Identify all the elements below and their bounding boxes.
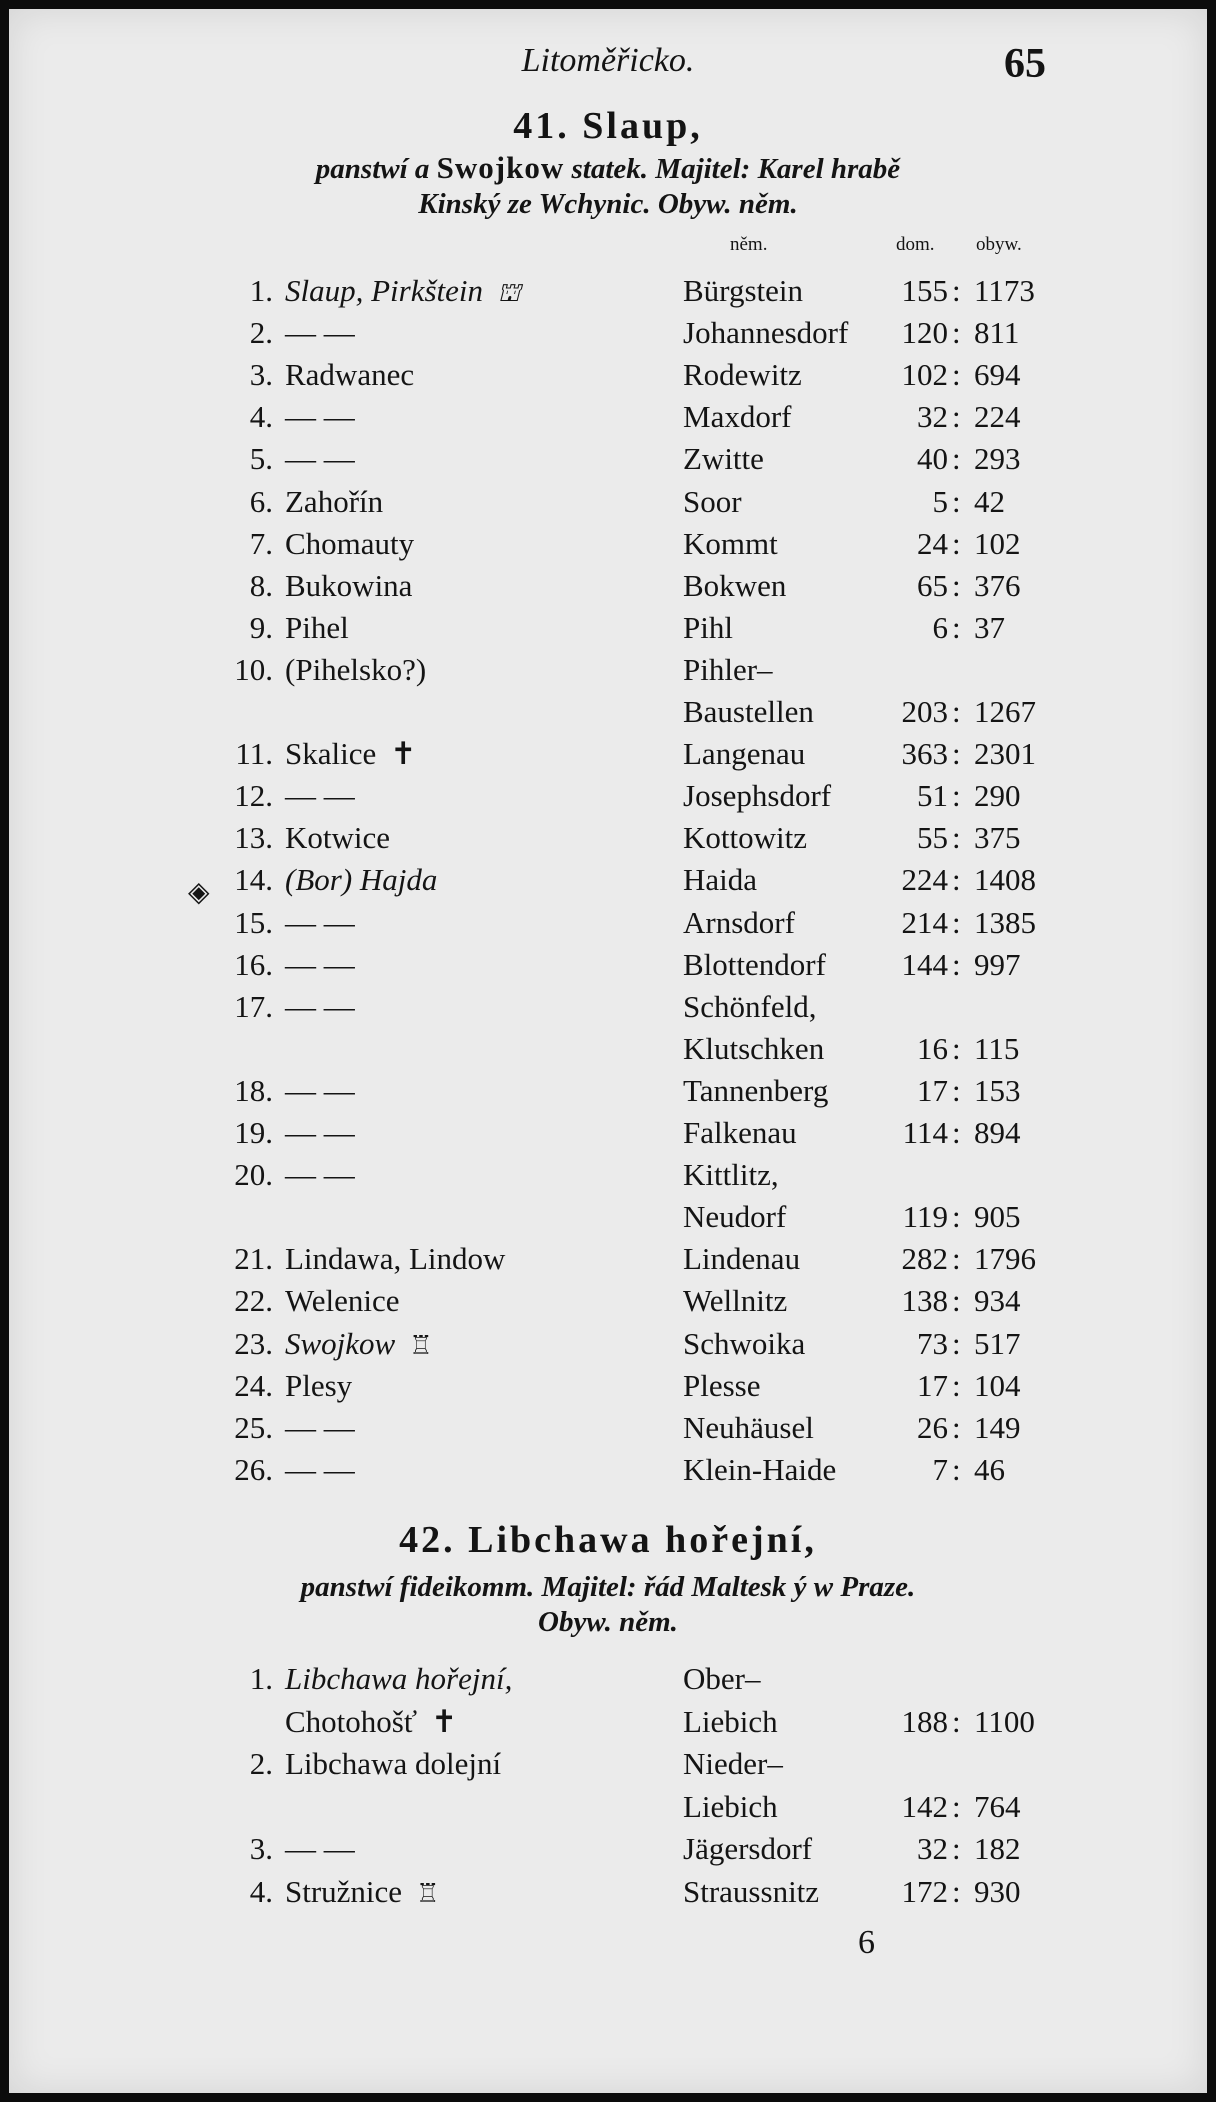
inhabitants-count: 104 [974,1367,1021,1403]
houses-count: 17 [917,1072,948,1108]
inhabitants-count: 375 [974,820,1021,856]
german-name: Neudorf [683,1199,787,1235]
houses-count: 24 [917,525,948,561]
table-row [0,691,1216,733]
row-number: 3. [249,1831,273,1866]
houses-count: 17 [917,1367,948,1403]
ratio-separator: : [952,609,961,645]
houses-count: 26 [917,1409,948,1445]
section-42-subtitle-line2: Obyw. něm. [538,1606,678,1638]
houses-count: 138 [901,1283,948,1319]
german-name: Wellnitz [683,1283,788,1319]
inhabitants-count: 42 [974,483,1005,519]
ratio-separator: : [952,1367,961,1403]
czech-name [285,1323,433,1367]
row-number: 25. [234,1409,273,1445]
houses-count: 203 [901,694,948,729]
inhabitants-count: 2301 [974,736,1036,772]
row-number: 5. [249,441,273,477]
houses-count: 155 [901,273,948,308]
row-number: 21. [234,1241,273,1277]
inhabitants-count: 102 [974,525,1021,561]
houses-count: 119 [902,1199,948,1235]
german-name: Kittlitz, [683,1157,779,1193]
ratio-separator: : [952,1831,961,1866]
houses-count: 142 [901,1788,948,1824]
ratio-separator: : [952,1072,961,1108]
houses-count: 55 [917,820,948,856]
inhabitants-count: 517 [974,1325,1021,1361]
table-row [0,1365,1216,1407]
table-row [0,944,1216,986]
row-number: 2. [249,315,273,351]
estate-name: Swojkow [436,150,565,185]
section-41-title: 41. Slaup, [513,105,703,147]
german-name: Liebich [683,1788,778,1824]
german-name: Klein-Haide [683,1451,837,1487]
table-row [0,1407,1216,1449]
column-header-nem: něm. [730,234,768,255]
german-name: Tannenberg [683,1072,829,1108]
german-name: Pihler– [683,651,773,687]
row-number: 3. [249,357,273,393]
subtitle-part: panstwí a [315,153,437,185]
czech-name: Kotwice [285,820,391,856]
inhabitants-count: 153 [974,1072,1021,1108]
inhabitants-count: 1408 [974,862,1036,898]
inhabitants-count: 1100 [974,1703,1035,1739]
houses-count: 282 [901,1241,948,1277]
czech-name: — — [285,399,355,435]
czech-name [285,270,521,314]
ratio-separator: : [952,946,961,982]
column-header-dom: dom. [896,234,935,255]
row-number: 18. [234,1072,273,1108]
german-name: Liebich [683,1703,778,1739]
ratio-separator: : [952,525,961,561]
german-name: Kommt [683,525,778,561]
czech-name: — — [285,315,355,351]
german-name: Josephsdorf [683,778,832,814]
table-row [0,1828,1216,1870]
houses-count: 32 [917,1831,948,1866]
table-row [0,270,1216,312]
czech-name: — — [285,1072,355,1108]
inhabitants-count: 115 [974,1030,1020,1066]
table-row [0,1871,1216,1913]
page-number: 65 [1004,41,1046,87]
german-name: Schönfeld, [683,988,817,1024]
german-name: Johannesdorf [683,315,849,351]
houses-count: 16 [917,1030,948,1066]
row-number: 26. [234,1451,273,1487]
czech-name: — — [285,904,355,940]
row-number: 22. [234,1283,273,1319]
german-name: Klutschken [683,1030,825,1066]
table-row [0,1070,1216,1112]
table-row [0,354,1216,396]
inhabitants-count: 694 [974,357,1021,393]
german-name: Blottendorf [683,946,826,982]
czech-name: Lindawa, Lindow [285,1241,506,1277]
czech-name: — — [285,1409,355,1445]
ratio-separator: : [952,1030,961,1066]
row-number: 9. [249,609,273,645]
inhabitants-count: 376 [974,567,1021,603]
ratio-separator: : [952,1703,961,1739]
row-number: 1. [249,273,273,308]
houses-count: 114 [902,1115,948,1150]
czech-name: Zahořín [285,483,384,519]
inhabitants-count: 290 [974,778,1021,814]
czech-name-text: Skalice [285,736,377,772]
czech-name: (Bor) Hajda [285,862,438,898]
row-number: 10. [234,651,273,687]
section-41-subtitle-line2: Kinský ze Wchynic. Obyw. něm. [418,188,798,220]
inhabitants-count: 1267 [974,694,1036,729]
czech-name: — — [285,1115,355,1150]
inhabitants-count: 293 [974,441,1021,477]
row-number: 20. [234,1157,273,1193]
table-row [0,1154,1216,1196]
houses-count: 120 [901,315,948,351]
ratio-separator: : [952,862,961,898]
ratio-separator: : [952,273,961,308]
czech-name: — — [285,1157,355,1193]
ratio-separator: : [952,357,961,393]
houses-count: 172 [901,1873,948,1909]
row-number: 12. [234,778,273,814]
row-number: 16. [234,946,273,982]
table-row [0,607,1216,649]
row-number: 7. [249,525,273,561]
german-name: Straussnitz [683,1873,820,1909]
czech-name: — — [285,1831,355,1866]
inhabitants-count: 149 [974,1409,1021,1445]
german-name: Bürgstein [683,273,803,308]
section-41-subtitle [120,150,1096,222]
inhabitants-count: 997 [974,946,1021,982]
ratio-separator: : [952,1199,961,1235]
inhabitants-count: 905 [974,1199,1021,1235]
czech-name-text: Stružnice [285,1873,403,1909]
row-number: 2. [249,1746,273,1781]
tower-icon: ♖ [416,1878,440,1909]
czech-name: — — [285,946,355,982]
german-name: Plesse [683,1367,761,1403]
table-row [0,649,1216,691]
table-row [0,1658,1216,1700]
czech-name: (Pihelsko?) [285,651,427,687]
german-name: Jägersdorf [683,1831,813,1866]
ratio-separator: : [952,441,961,477]
ratio-separator: : [952,483,961,519]
ratio-separator: : [952,399,961,435]
table-row [0,312,1216,354]
german-name: Baustellen [683,694,814,729]
inhabitants-count: 1796 [974,1241,1036,1277]
table-row [0,775,1216,817]
german-name: Neuhäusel [683,1409,814,1445]
czech-name-text: Slaup, Pirkštein [285,273,484,308]
houses-count: 5 [932,483,948,519]
town-marker-icon: ◈ [188,875,210,908]
german-name: Soor [683,483,742,519]
church-cross-icon: ✝ [431,1703,458,1740]
inhabitants-count: 934 [974,1283,1021,1319]
ratio-separator: : [952,736,961,772]
table-row [0,902,1216,944]
czech-name: — — [285,988,355,1024]
row-number: 19. [234,1115,273,1150]
ratio-separator: : [952,778,961,814]
houses-count: 7 [932,1451,948,1487]
castle-icon: ⛫ [497,278,521,308]
houses-count: 73 [917,1325,948,1361]
czech-name: Libchawa dolejní [285,1746,502,1781]
german-name: Maxdorf [683,399,792,435]
table-row [0,1280,1216,1322]
houses-count: 6 [932,609,948,645]
houses-count: 144 [901,946,948,982]
table-row [0,1196,1216,1238]
inhabitants-count: 37 [974,609,1005,645]
row-number: 4. [249,399,273,435]
houses-count: 40 [917,441,948,477]
table-row [0,733,1216,775]
czech-name: — — [285,441,355,477]
german-name: Langenau [683,736,806,772]
ratio-separator: : [952,315,961,351]
table-row [0,1238,1216,1280]
german-name: Kottowitz [683,820,807,856]
tower-icon: ♖ [409,1330,433,1361]
section-42-subtitle [120,1570,1096,1640]
row-number: 8. [249,567,273,603]
row-number: 6. [249,483,273,519]
czech-name: Welenice [285,1283,400,1319]
czech-name-text: Swojkow [285,1325,396,1361]
german-name: Rodewitz [683,357,802,393]
page-header [0,42,1216,92]
german-name: Pihl [683,609,733,645]
german-name: Zwitte [683,441,764,477]
czech-name: Radwanec [285,357,415,393]
table-row [0,817,1216,859]
ratio-separator: : [952,567,961,603]
table-row [0,986,1216,1028]
inhabitants-count: 1173 [974,273,1035,308]
german-name: Schwoika [683,1325,806,1361]
houses-count: 102 [901,357,948,393]
table-row [0,565,1216,607]
row-number: 11. [235,736,273,772]
ratio-separator: : [952,1788,961,1824]
ratio-separator: : [952,1451,961,1487]
czech-name: Chomauty [285,525,415,561]
table-row [0,1701,1216,1743]
houses-count: 214 [901,904,948,940]
ratio-separator: : [952,820,961,856]
inhabitants-count: 224 [974,399,1021,435]
houses-count: 51 [917,778,948,814]
german-name: Nieder– [683,1746,783,1781]
houses-count: 188 [901,1703,948,1739]
czech-name: Plesy [285,1367,353,1403]
table-row [0,523,1216,565]
inhabitants-count: 182 [974,1831,1021,1866]
row-number: 17. [234,988,273,1024]
houses-count: 363 [901,736,948,772]
inhabitants-count: 811 [974,315,1020,351]
german-name: Arnsdorf [683,904,795,940]
table-row [0,438,1216,480]
row-number: 14. [234,862,273,898]
running-title: Litoměřicko. [521,42,695,79]
table-row [0,1028,1216,1070]
inhabitants-count: 1385 [974,904,1036,940]
german-name: Bokwen [683,567,787,603]
table-row [0,1112,1216,1154]
section-41-subtitle-line1 [120,150,1096,187]
inhabitants-count: 894 [974,1115,1021,1150]
subtitle-part: statek. Majitel: Karel hrabě [564,153,901,185]
section-42-subtitle-line1: panstwí fideikomm. Majitel: řád Maltesk ý w Praze. [300,1571,916,1603]
czech-name: Pihel [285,609,349,645]
ratio-separator: : [952,1115,961,1150]
row-number: 15. [234,904,273,940]
row-number: 1. [249,1661,273,1696]
houses-count: 224 [901,862,948,898]
czech-name [285,733,416,775]
german-name: Ober– [683,1661,761,1696]
church-cross-icon: ✝ [390,736,417,773]
houses-count: 65 [917,567,948,603]
houses-count: 32 [917,399,948,435]
ratio-separator: : [952,1409,961,1445]
table-row [0,859,1216,901]
ratio-separator: : [952,1325,961,1361]
row-number: 4. [249,1873,273,1909]
table-row [0,1786,1216,1828]
czech-name: — — [285,1451,355,1487]
czech-name [285,1871,439,1915]
czech-name: Bukowina [285,567,413,603]
row-number: 23. [234,1325,273,1361]
czech-name [285,1701,457,1743]
ratio-separator: : [952,1241,961,1277]
row-number: 13. [234,820,273,856]
german-name: Falkenau [683,1115,797,1150]
ratio-separator: : [952,694,961,729]
table-row [0,481,1216,523]
signature-mark: 6 [858,1924,875,1961]
czech-name: — — [285,778,355,814]
german-name: Haida [683,862,758,898]
column-header-obyv: obyw. [976,234,1022,255]
section-42-title: 42. Libchawa hořejní, [399,1519,817,1561]
row-number: 24. [234,1367,273,1403]
inhabitants-count: 764 [974,1788,1021,1824]
table-row [0,396,1216,438]
inhabitants-count: 930 [974,1873,1021,1909]
ratio-separator: : [952,904,961,940]
ratio-separator: : [952,1283,961,1319]
ratio-separator: : [952,1873,961,1909]
inhabitants-count: 46 [974,1451,1005,1487]
table-row [0,1449,1216,1491]
german-name: Lindenau [683,1241,801,1277]
czech-name-text: Chotohošť [285,1703,418,1739]
table-row [0,1323,1216,1365]
table-row [0,1743,1216,1785]
czech-name: Libchawa hořejní, [285,1661,513,1696]
